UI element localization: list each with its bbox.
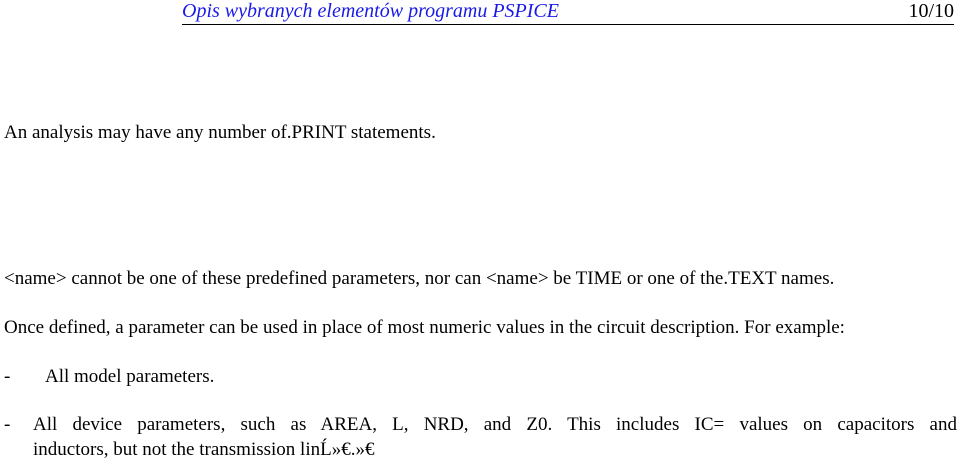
list-item [0, 366, 960, 390]
header-divider [182, 24, 954, 25]
page-header [0, 0, 960, 26]
list-item-text-line-1: All device parameters, such as AREA, L, NRD, and Z0. This includes IC= values on capacitors and [33, 414, 957, 435]
list-bullet-dash: - [4, 366, 11, 387]
page-number: 10/10 [908, 0, 954, 22]
paragraph-name-restriction: <name> cannot be one of these predefined parameters, nor can <name> be TIME or one of the.TEXT names. [4, 268, 835, 289]
document-title: Opis wybranych elementów programu PSPICE [182, 0, 559, 22]
list-item [0, 414, 960, 462]
paragraph-parameter-usage: Once defined, a parameter can be used in place of most numeric values in the circuit description. For example: [4, 317, 845, 338]
list-bullet-dash: - [4, 414, 11, 435]
list-item-text: All model parameters. [45, 366, 215, 387]
list-item-text-line-2: inductors, but not the transmission linĹ»€.»€ [33, 439, 375, 460]
paragraph-print-statements: An analysis may have any number of.PRINT statements. [4, 122, 436, 143]
